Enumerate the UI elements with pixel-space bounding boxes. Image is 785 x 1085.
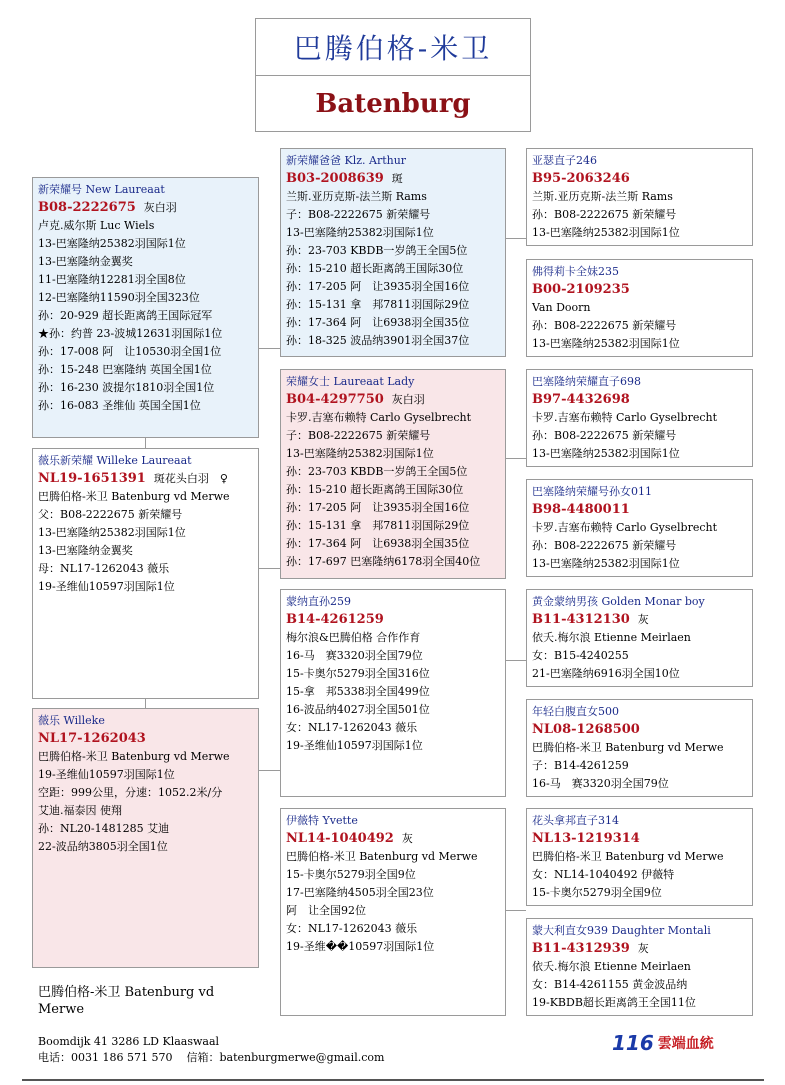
pigeon-info-line: 孙：23-703 KBDB一岁鸽王全国5位 — [286, 244, 468, 257]
pigeon-name: 花头拿邦直子314 — [532, 814, 619, 827]
pigeon-info-line: 母：NL17-1262043 薇乐 — [38, 562, 170, 575]
pigeon-info-line: 孙：B08-2222675 新荣耀号 — [532, 539, 677, 552]
phone-label: 电话： — [38, 1051, 71, 1064]
pigeon-info-line: 孙：18-325 波品纳3901羽全国37位 — [286, 334, 470, 347]
pigeon-info-line: 兰斯.亚历克斯-法兰斯 Rams — [286, 190, 427, 203]
pigeon-info-line: 13-巴塞隆纳25382羽国际1位 — [38, 237, 186, 250]
ring-number: B97-4432698 — [532, 392, 630, 407]
pigeon-info-line: 孙：20-929 超长距离鸽王国际冠军 — [38, 309, 213, 322]
pigeon-name: 巴塞隆纳荣耀直子698 — [532, 375, 641, 388]
pigeon-name: 巴塞隆纳荣耀号孙女011 — [532, 485, 652, 498]
pigeon-info-line: 女：B14-4261155 黄金波品纳 — [532, 978, 688, 991]
ring-number: NL19-1651391 — [38, 471, 146, 486]
pigeon-name: 新荣耀爸爸 Klz. Arthur — [286, 154, 407, 167]
footer-address: Boomdijk 41 3286 LD Klaaswaal — [38, 1035, 220, 1048]
pigeon-card-dam — [32, 708, 259, 968]
pigeon-name: 亚瑟直子246 — [532, 154, 597, 167]
pigeon-info-line: 孙：16-230 波提尔1810羽全国1位 — [38, 381, 215, 394]
logo-number: 116 — [612, 1031, 654, 1055]
logo-text: 雲端血統 — [657, 1036, 714, 1052]
pigeon-card-dam-sire — [280, 589, 506, 797]
pigeon-info-line: 孙：B08-2222675 新荣耀号 — [532, 319, 677, 332]
ring-number: B14-4261259 — [286, 612, 384, 627]
email-address: batenburgmerwe@gmail.com — [219, 1051, 385, 1064]
pigeon-info-line: 16-马 赛3320羽全国79位 — [532, 777, 669, 790]
pigeon-name: 薇乐新荣耀 Willeke Laureaat — [38, 454, 192, 467]
pigeon-info-line: 子：B08-2222675 新荣耀号 — [286, 429, 431, 442]
pigeon-card-ggdam-4 — [526, 918, 753, 1016]
pigeon-info-line: 19-圣维仙10597羽国际1位 — [38, 580, 175, 593]
ring-number: B11-4312130 — [532, 612, 630, 627]
ring-number: B98-4480011 — [532, 502, 630, 517]
connector — [258, 770, 280, 771]
pigeon-name: 佛得莉卡全妹235 — [532, 265, 619, 278]
pigeon-card-ggsire-4 — [526, 808, 753, 906]
loft-name-cn: 巴腾伯格-米卫 — [256, 19, 530, 76]
pigeon-info-line: 女：NL14-1040492 伊薇特 — [532, 868, 675, 881]
pigeon-info-line: 巴腾伯格-米卫 Batenburg vd Merwe — [286, 850, 478, 863]
ring-number: NL14-1040492 — [286, 831, 394, 846]
pigeon-info-line: 13-巴塞隆纳25382羽国际1位 — [532, 557, 680, 570]
ring-number: NL17-1262043 — [38, 731, 146, 746]
pigeon-info-line: 21-巴塞隆纳6916羽全国10位 — [532, 667, 680, 680]
pigeon-card-ggsire-1 — [526, 148, 753, 246]
pigeon-info-line: 阿 让全国92位 — [286, 904, 366, 917]
footer-contact — [38, 1049, 384, 1066]
connector — [505, 458, 526, 459]
pigeon-name: 黄金蒙纳男孩 Golden Monar boy — [532, 595, 705, 608]
ring-number: B04-4297750 — [286, 392, 384, 407]
pigeon-color: 斑 — [391, 172, 403, 185]
pigeon-info-line: 孙：17-364 阿 让6938羽全国35位 — [286, 537, 470, 550]
pigeon-card-ggdam-2 — [526, 479, 753, 577]
pigeon-info-line: 13-巴塞隆纳25382羽国际1位 — [286, 226, 434, 239]
pigeon-info-line: 孙：B08-2222675 新荣耀号 — [532, 429, 677, 442]
pigeon-info-line: 13-巴塞隆纳25382羽国际1位 — [532, 337, 680, 350]
header-box — [255, 18, 531, 132]
pigeon-info-line: 17-巴塞隆纳4505羽全国23位 — [286, 886, 434, 899]
footer-loft-name: 巴腾伯格-米卫 Batenburg vd Merwe — [38, 985, 215, 1017]
pigeon-info-line: 依夭.梅尔浪 Etienne Meirlaen — [532, 960, 691, 973]
pigeon-card-ggdam-3 — [526, 699, 753, 797]
pigeon-info-line: 孙：17-697 巴塞隆纳6178羽全国40位 — [286, 555, 481, 568]
pigeon-card-ggsire-2 — [526, 369, 753, 467]
pigeon-name: 荣耀女士 Laureaat Lady — [286, 375, 415, 388]
pigeon-card-ggsire-3 — [526, 589, 753, 687]
pigeon-info-line: 兰斯.亚历克斯-法兰斯 Rams — [532, 190, 673, 203]
pigeon-name: 蒙纳直孙259 — [286, 595, 351, 608]
pigeon-info-line: 19-KBDB超长距离鸽王全国11位 — [532, 996, 696, 1009]
pigeon-info-line: 巴腾伯格-米卫 Batenburg vd Merwe — [532, 741, 724, 754]
pigeon-info-line: 卡罗.吉塞布赖特 Carlo Gyselbrecht — [532, 411, 718, 424]
pigeon-info-line: 梅尔浪&巴腾伯格 合作作育 — [286, 631, 421, 644]
ring-number: B95-2063246 — [532, 171, 630, 186]
ring-number: B11-4312939 — [532, 941, 630, 956]
pigeon-info-line: 女：NL17-1262043 薇乐 — [286, 922, 418, 935]
pigeon-info-line: 孙：15-210 超长距离鸽王国际30位 — [286, 483, 464, 496]
pigeon-color: 灰白羽 — [143, 201, 177, 214]
pigeon-info-line: 孙：15-248 巴塞隆纳 英国全国1位 — [38, 363, 212, 376]
pigeon-info-line: 13-巴塞隆纳金翼奖 — [38, 255, 133, 268]
connector — [505, 238, 526, 239]
pigeon-info-line: 女：B15-4240255 — [532, 649, 629, 662]
pigeon-info-line: 巴腾伯格-米卫 Batenburg vd Merwe — [38, 490, 230, 503]
connector — [258, 568, 280, 569]
pigeon-card-grandsire — [280, 148, 506, 357]
pigeon-card-ggdam-1 — [526, 259, 753, 357]
pigeon-info-line: 卡罗.吉塞布赖特 Carlo Gyselbrecht — [286, 411, 472, 424]
pigeon-color: 灰 — [401, 832, 413, 845]
pigeon-info-line: 父：B08-2222675 新荣耀号 — [38, 508, 183, 521]
pigeon-info-line: 19-圣维仙10597羽国际1位 — [38, 768, 175, 781]
pigeon-color: 灰白羽 — [391, 393, 425, 406]
pigeon-name: 伊薇特 Yvette — [286, 814, 358, 827]
connector — [145, 437, 146, 448]
pigeon-name: 薇乐 Willeke — [38, 714, 105, 727]
connector — [505, 660, 526, 661]
connector — [258, 348, 280, 349]
pigeon-info-line: 孙：17-205 阿 让3935羽全国16位 — [286, 501, 470, 514]
pigeon-info-line: 子：B08-2222675 新荣耀号 — [286, 208, 431, 221]
email-label: 信箱： — [186, 1051, 220, 1064]
pigeon-card-granddam — [280, 369, 506, 579]
pigeon-info-line: 13-巴塞隆纳25382羽国际1位 — [532, 447, 680, 460]
pigeon-info-line: 孙：15-131 拿 邦7811羽国际29位 — [286, 519, 470, 532]
pigeon-info-line: 巴腾伯格-米卫 Batenburg vd Merwe — [38, 750, 230, 763]
pigeon-info-line: 15-卡奥尔5279羽全国9位 — [532, 886, 662, 899]
pigeon-name: 蒙大利直女939 Daughter Montali — [532, 924, 711, 937]
pigeon-info-line: 孙：15-131 拿 邦7811羽国际29位 — [286, 298, 470, 311]
pigeon-info-line: 艾迪.福泰因 使翔 — [38, 804, 122, 817]
ring-number: NL13-1219314 — [532, 831, 640, 846]
pigeon-info-line: 15-卡奥尔5279羽全国9位 — [286, 868, 416, 881]
pigeon-info-line: 19-圣维仙10597羽国际1位 — [286, 739, 423, 752]
pigeon-info-line: 孙：16-083 圣维仙 英国全国1位 — [38, 399, 201, 412]
pigeon-info-line: 孙：B08-2222675 新荣耀号 — [532, 208, 677, 221]
pigeon-info-line: 22-波品纳3805羽全国1位 — [38, 840, 168, 853]
ring-number: B00-2109235 — [532, 282, 630, 297]
pigeon-info-line: 19-圣维��10597羽国际1位 — [286, 940, 435, 953]
pigeon-info-line: 16-波品纳4027羽全国501位 — [286, 703, 430, 716]
pigeon-info-line: ★孙：约普 23-波城12631羽国际1位 — [38, 327, 223, 340]
pigeon-color: 斑花头白羽 ♀ — [153, 472, 228, 485]
pigeon-info-line: Van Doorn — [532, 301, 591, 314]
pigeon-info-line: 15-卡奥尔5279羽全国316位 — [286, 667, 430, 680]
pigeon-info-line: 孙：NL20-1481285 艾迪 — [38, 822, 170, 835]
pigeon-info-line: 卢克.威尔斯 Luc Wiels — [38, 219, 155, 232]
connector — [145, 698, 146, 708]
pigeon-info-line: 女：NL17-1262043 薇乐 — [286, 721, 418, 734]
pigeon-info-line: 13-巴塞隆纳25382羽国际1位 — [286, 447, 434, 460]
pigeon-info-line: 孙：23-703 KBDB一岁鸽王全国5位 — [286, 465, 468, 478]
pigeon-info-line: 孙：15-210 超长距离鸽王国际30位 — [286, 262, 464, 275]
brand-logo — [612, 1030, 722, 1056]
phone-number: 0031 186 571 570 — [71, 1051, 173, 1064]
pigeon-card-dam-dam — [280, 808, 506, 1016]
pigeon-info-line: 卡罗.吉塞布赖特 Carlo Gyselbrecht — [532, 521, 718, 534]
pigeon-info-line: 孙：17-364 阿 让6938羽全国35位 — [286, 316, 470, 329]
connector — [505, 910, 526, 911]
pigeon-card-sire — [32, 177, 259, 438]
pigeon-info-line: 空距：999公里，分速：1052.2米/分 — [38, 786, 223, 799]
pigeon-name: 新荣耀号 New Laureaat — [38, 183, 165, 196]
loft-name-en: Batenburg — [315, 89, 471, 119]
pigeon-name: 年轻白腹直女500 — [532, 705, 619, 718]
pigeon-color: 灰 — [637, 942, 649, 955]
ring-number: B08-2222675 — [38, 200, 136, 215]
pigeon-info-line: 13-巴塞隆纳25382羽国际1位 — [532, 226, 680, 239]
pigeon-info-line: 15-拿 邦5338羽全国499位 — [286, 685, 430, 698]
pigeon-info-line: 孙：17-008 阿 让10530羽全国1位 — [38, 345, 222, 358]
pigeon-info-line: 子：B14-4261259 — [532, 759, 629, 772]
ring-number: NL08-1268500 — [532, 722, 640, 737]
bottom-divider — [22, 1079, 764, 1081]
pigeon-info-line: 孙：17-205 阿 让3935羽全国16位 — [286, 280, 470, 293]
ring-number: B03-2008639 — [286, 171, 384, 186]
pigeon-info-line: 12-巴塞隆纳11590羽全国323位 — [38, 291, 200, 304]
pigeon-card-subject — [32, 448, 259, 699]
pigeon-color: 灰 — [637, 613, 649, 626]
pigeon-info-line: 依夭.梅尔浪 Etienne Meirlaen — [532, 631, 691, 644]
pigeon-info-line: 16-马 赛3320羽全国79位 — [286, 649, 423, 662]
pigeon-info-line: 13-巴塞隆纳金翼奖 — [38, 544, 133, 557]
pigeon-info-line: 13-巴塞隆纳25382羽国际1位 — [38, 526, 186, 539]
pigeon-info-line: 11-巴塞隆纳12281羽全国8位 — [38, 273, 186, 286]
pigeon-info-line: 巴腾伯格-米卫 Batenburg vd Merwe — [532, 850, 724, 863]
